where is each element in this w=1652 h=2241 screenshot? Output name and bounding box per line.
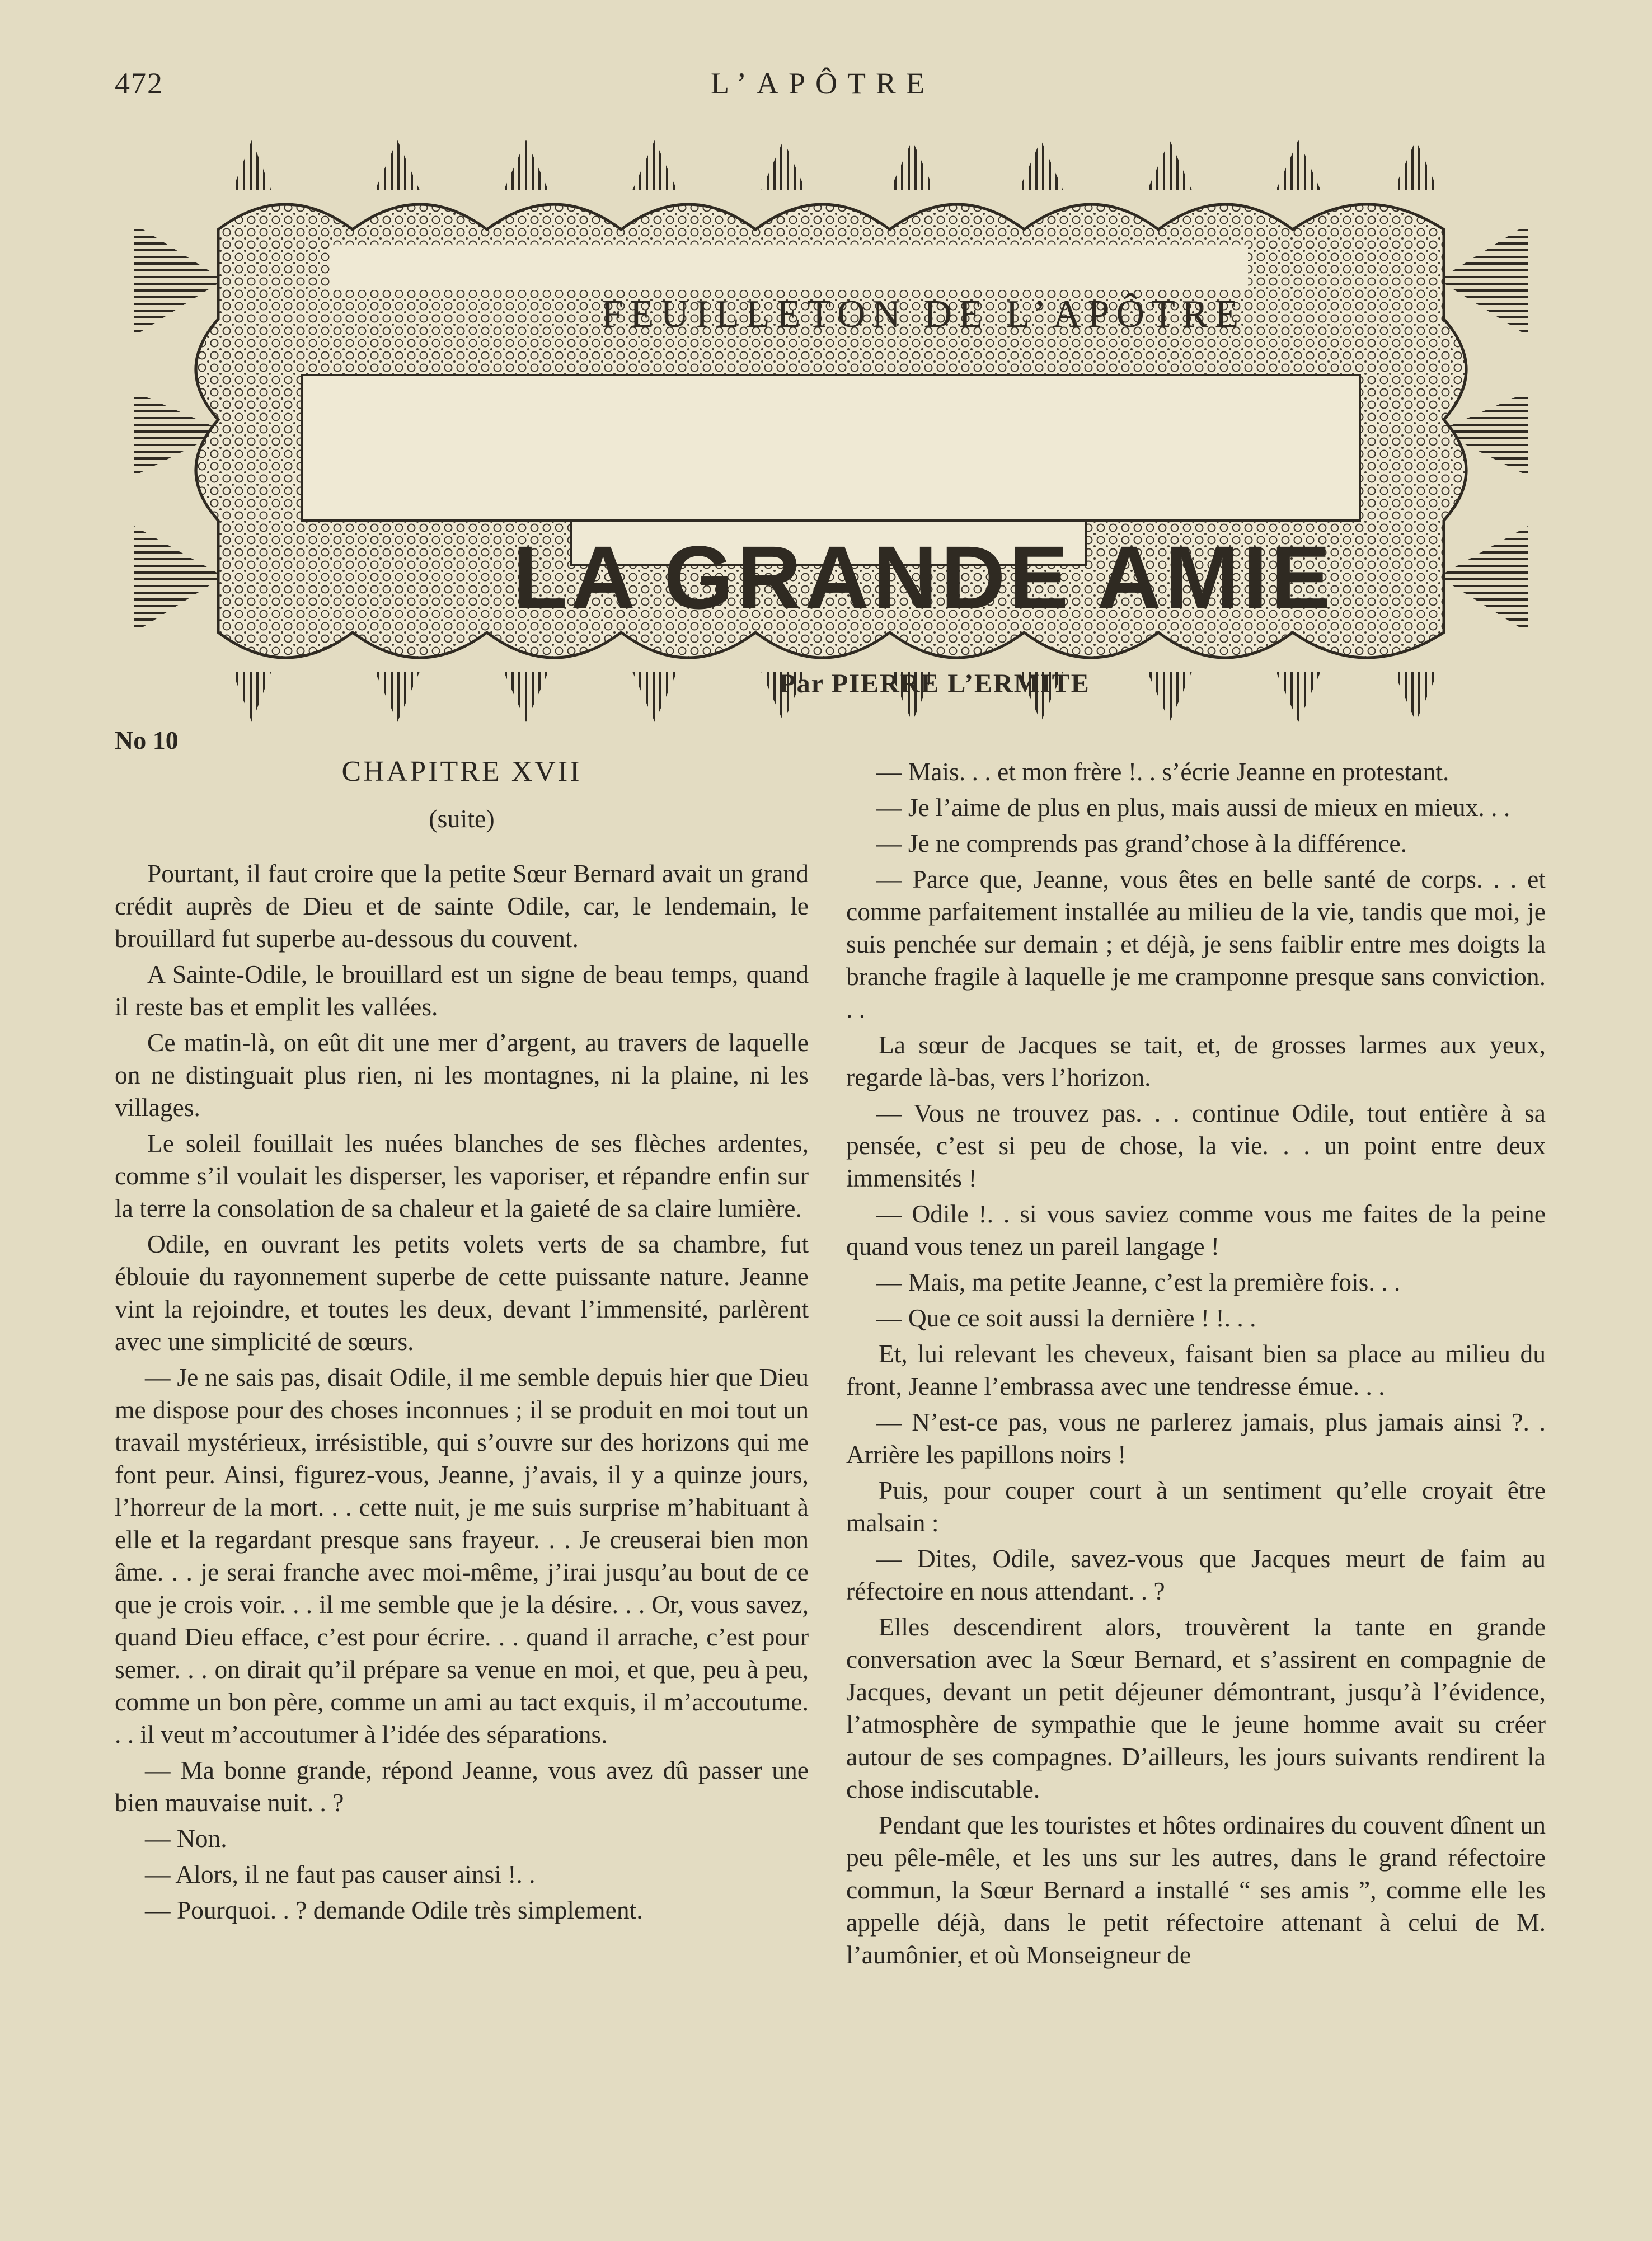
chapter-note: (suite) (429, 804, 495, 833)
issue-number: No 10 (115, 726, 179, 754)
right-column (846, 756, 1546, 1975)
paragraph: — Parce que, Jeanne, vous êtes en belle santé de corps. . . et comme parfaitement installée au milieu de la vie, tandis que moi, je suis penchée sur demain ; et déjà, je sens faiblir entre mes doigts la branche fragile à laquelle je me cramponne presque sans conviction. . . (846, 865, 1546, 1023)
author-byline: Par PIERRE L’ERMITE (779, 669, 1090, 698)
left-column (115, 756, 809, 1930)
paragraph: Odile, en ouvrant les petits volets verts de sa chambre, fut éblouie du rayonnement superbe de cette puissante nature. Jeanne vint la rejoindre, et toutes les deux, devant l’immensité, parlèrent avec une simplicité de sœurs. (115, 1230, 809, 1356)
paragraph: — Je l’aime de plus en plus, mais aussi de mieux en mieux. . . (876, 793, 1510, 822)
paragraph: — Dites, Odile, savez-vous que Jacques meurt de faim au réfectoire en nous attendant. . ? (846, 1544, 1546, 1605)
paragraph: La sœur de Jacques se tait, et, de grosses larmes aux yeux, regarde là-bas, vers l’horizon. (846, 1030, 1546, 1091)
paragraph: — Odile !. . si vous saviez comme vous me faites de la peine quand vous tenez un pareil langage ! (846, 1199, 1546, 1260)
paragraph: — Mais. . . et mon frère !. . s’écrie Jeanne en protestant. (876, 757, 1449, 786)
feuilleton-kicker: FEUILLETON DE L’APÔTRE (601, 293, 1246, 336)
paragraph: — Que ce soit aussi la dernière ! !. . . (876, 1304, 1256, 1332)
paragraph: Pourtant, il faut croire que la petite Sœur Bernard avait un grand crédit auprès de Dieu et de sainte Odile, car, le lendemain, le brouillard fut superbe au-dessous du couvent. (115, 859, 809, 953)
paragraph: Elles descendirent alors, trouvèrent la tante en grande conversation avec la Sœur Bernard, et s’assirent en compagnie de Jacques, devant un petit déjeuner démontrant, jusqu’à l’évidence, l’atmosphère de sympathie que le jeune homme avait su créer autour de ses compagnes. D’ailleurs, les jours suivants rendirent la chose indiscutable. (846, 1612, 1546, 1803)
paragraph: — Alors, il ne faut pas causer ainsi !. . (145, 1860, 536, 1888)
paragraph: Et, lui relevant les cheveux, faisant bien sa place au milieu du front, Jeanne l’embrassa avec une tendresse émue. . . (846, 1339, 1546, 1400)
title-plaque (302, 375, 1360, 521)
paragraph: — Non. (145, 1824, 227, 1853)
top-fans (232, 140, 1438, 190)
paragraph: — Pourquoi. . ? demande Odile très simplement. (145, 1896, 643, 1924)
paragraph: — Je ne sais pas, disait Odile, il me semble depuis hier que Dieu me dispose pour des choses inconnues ; il se produit en moi tout un travail mystérieux, irrésistible, qui s’ouvre sur des horizons qui me font peur. Ainsi, figurez-vous, Jeanne, j’avais, il y a quinze jours, l’horreur de la mort. . . cette nuit, je me suis surprise m’habituant à elle et la regardant presque sans frayeur. . . Je creuserai bien mon âme. . . je serai franche avec moi-même, j’irai jusqu’au bout de ce que je crois voir. . . il me semble que je la désire. . . Or, vous savez, quand Dieu efface, c’est pour écrire. . . quand il arrache, c’est pour semer. . . on dirait qu’il prépare sa venue en moi, et que, peu à peu, comme un bon père, comme un ami au tact exquis, il m’accoutume. . . il veut m’accoutumer à l’idée des séparations. (115, 1363, 809, 1748)
page-number: 472 (115, 67, 163, 100)
paragraph: — Ma bonne grande, répond Jeanne, vous avez dû passer une bien mauvaise nuit. . ? (115, 1756, 809, 1817)
kicker-plaque (330, 245, 1248, 290)
feuilleton-banner (134, 140, 1528, 722)
ornamental-border (134, 140, 1528, 722)
running-head (0, 66, 1652, 111)
paragraph: — Mais, ma petite Jeanne, c’est la première fois. . . (876, 1268, 1401, 1296)
chapter-heading: CHAPITRE XVII (341, 756, 582, 787)
paragraph: — Je ne comprends pas grand’chose à la différence. (876, 829, 1407, 857)
paragraph: — Vous ne trouvez pas. . . continue Odile, tout entière à sa pensée, c’est si peu de chose, la vie. . . un point entre deux immensités ! (846, 1099, 1546, 1192)
paragraph: — N’est-ce pas, vous ne parlerez jamais, plus jamais ainsi ?. . Arrière les papillons noirs ! (846, 1408, 1546, 1469)
paragraph: Puis, pour couper court à un sentiment qu’elle croyait être malsain : (846, 1476, 1546, 1537)
paragraph: A Sainte-Odile, le brouillard est un signe de beau temps, quand il reste bas et emplit les vallées. (115, 960, 809, 1021)
paragraph: Le soleil fouillait les nuées blanches de ses flèches ardentes, comme s’il voulait les disperser, les vaporiser, et répandre enfin sur la terre la consolation de sa chaleur et la gaieté de sa claire lumière. (115, 1129, 809, 1222)
feuilleton-title: LA GRANDE AMIE (513, 527, 1334, 627)
running-title: L’APÔTRE (711, 67, 935, 100)
paragraph: Pendant que les touristes et hôtes ordinaires du couvent dînent un peu pêle-mêle, et les uns sur les autres, dans le grand réfectoire commun, la Sœur Bernard a installé “ ses amis ”, comme elle les appelle déjà, dans le petit réfectoire attenant à celui de M. l’aumônier, et où Monseigneur de (846, 1811, 1546, 1969)
paragraph: Ce matin-là, on eût dit une mer d’argent, au travers de laquelle on ne distinguait plus rien, ni les montagnes, ni la plaine, ni les villages. (115, 1028, 809, 1122)
